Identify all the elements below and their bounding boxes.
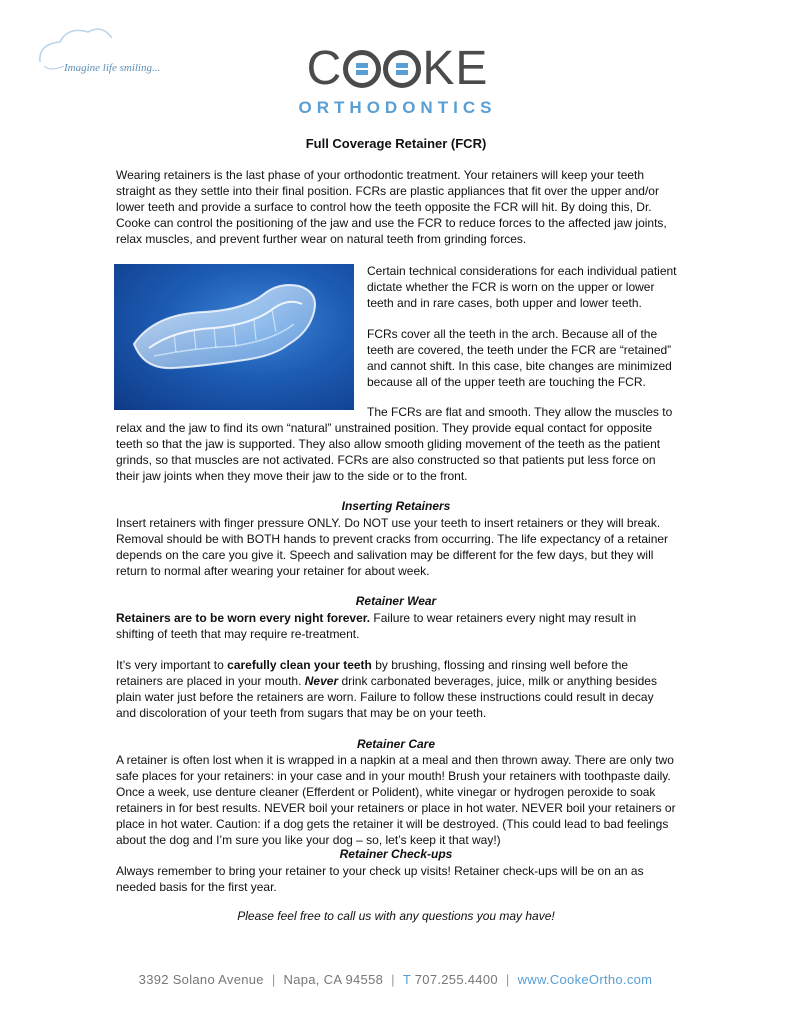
- wear-heading: Retainer Wear: [355, 594, 437, 608]
- footer-phone: 707.255.4400: [414, 972, 498, 987]
- page-title: Full Coverage Retainer (FCR): [305, 136, 487, 151]
- checkups-heading: Retainer Check-ups: [339, 847, 453, 861]
- side-paragraph-2: FCRs cover all the teeth in the arch. Because all of the teeth are covered, the teeth under the FCR are “retained” and cannot shift. In this case, bite changes are minimized because all of the upper teeth are touching the FCR.: [367, 327, 672, 389]
- phone-label: T: [402, 972, 411, 987]
- paragraph-3-continued: relax and the jaw to find its own “natural” unstrained position. They provide equal contact for opposite teeth so that the jaw is supported. They also allow smooth gliding movement of the teeth as the patient grinds, so that muscles are not activated. FCRs are also constructed so that patients put less force on their jaw joints when they move their jaw to the side or to the front.: [116, 421, 661, 483]
- footer-separator: |: [391, 972, 395, 987]
- retainer-photo: [114, 264, 354, 410]
- care-heading: Retainer Care: [356, 737, 436, 751]
- footer-address: 3392 Solano Avenue: [138, 972, 264, 987]
- footer: [0, 972, 791, 987]
- brand-logo: [285, 44, 510, 118]
- tagline: Imagine life smiling...: [64, 62, 161, 74]
- side-paragraph-3-start: The FCRs are flat and smooth. They allow the muscles to: [367, 405, 673, 419]
- intro-paragraph: Wearing retainers is the last phase of your orthodontic treatment. Your retainers will keep your teeth straight as they settle into their final position. FCRs are plastic appliances that fit over the upper and/or lower teeth and provide a surface to control how the teeth opposite the FCR will hit. By doing this, Dr. Cooke can control the positioning of the jaw and use the FCR to reduce forces to the affected jaw joints, relax muscles, and prevent further wear on natural teeth from grinding forces.: [116, 168, 667, 246]
- footer-separator: |: [271, 972, 276, 987]
- brand-name: C KE: [306, 42, 489, 95]
- closing-line: Please feel free to call us with any questions you may have!: [237, 909, 555, 923]
- footer-city: Napa, CA 94558: [283, 972, 384, 987]
- brand-subtitle: ORTHODONTICS: [298, 98, 497, 117]
- care-text: A retainer is often lost when it is wrapped in a napkin at a meal and then thrown away. There are only two safe places for your retainers: in your case and in your mouth! Brush your retainers with toothpaste daily. Once a week, use denture cleaner (Efferdent or Polident), white vinegar or hydrogen peroxide to soak retainers in for best results. NEVER boil your retainers or place in hot water. NEVER boil your retainers or place in hot water. Caution: if a dog gets the retainer it will be destroyed. (This could lead to bad feelings about the dog and I’m sure you like your dog – so, let’s keep it that way!): [116, 753, 676, 847]
- checkups-text: Always remember to bring your retainer to your check up visits! Retainer check-ups will be on an as needed basis for the first year.: [116, 864, 644, 894]
- footer-website-link[interactable]: www.CookeOrtho.com: [517, 972, 653, 987]
- inserting-text: Insert retainers with finger pressure ONLY. Do NOT use your teeth to insert retainers or they will break. Removal should be with BOTH hands to prevent cracks from occurring. The life expectancy of a retainer depends on the care you give it. Speech and salivation may be different for the few days, but they will return to normal after wearing your retainer for about week.: [116, 516, 669, 578]
- wear-paragraph-1: Retainers are to be worn every night forever. Failure to wear retainers every night may result in shifting of teeth that may require re-treatment.: [116, 611, 637, 641]
- brand-o-icon: [343, 50, 381, 88]
- footer-separator: |: [505, 972, 510, 987]
- brand-o-icon: [383, 50, 421, 88]
- side-paragraph-1: Certain technical considerations for each individual patient dictate whether the FCR is worn on the upper or lower teeth and in rare cases, both upper and lower teeth.: [367, 264, 677, 310]
- inserting-heading: Inserting Retainers: [341, 499, 451, 513]
- wear-paragraph-2: It’s very important to carefully clean your teeth by brushing, flossing and rinsing well before the retainers are placed in your mouth. Never drink carbonated beverages, juice, milk or anything besides plain water just before the retainers are worn. Failure to follow these instructions could result in decay and discoloration of your teeth from sugars that may be on your teeth.: [116, 658, 657, 720]
